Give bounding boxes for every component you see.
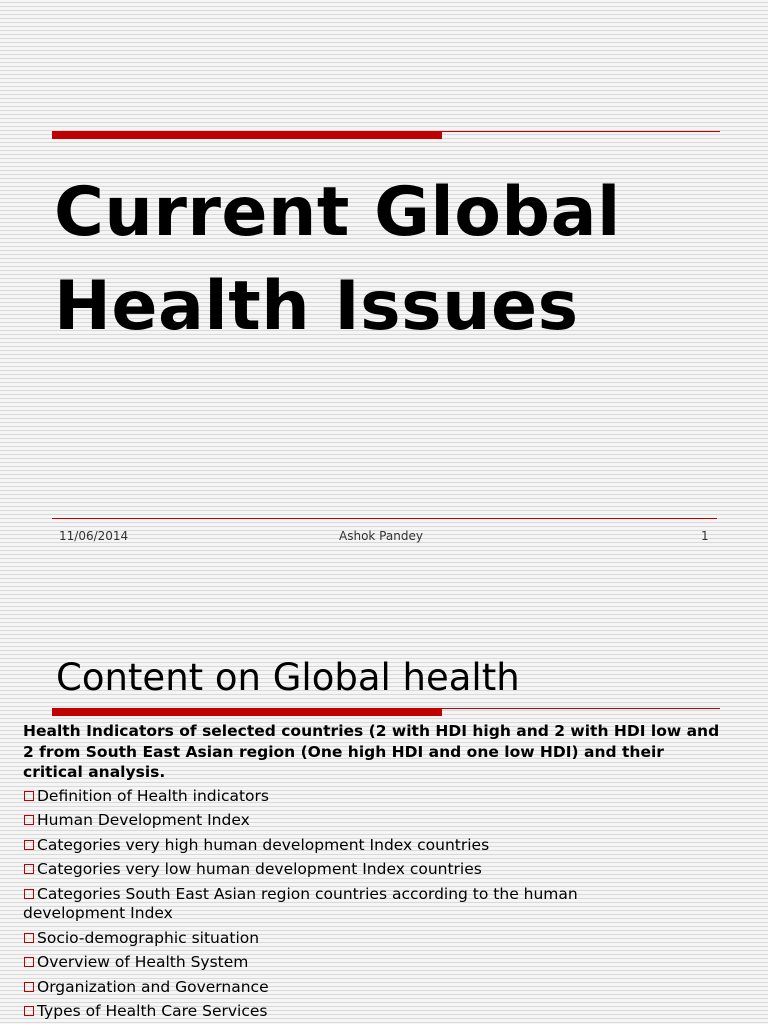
- slide-title-line-2: Health Issues: [54, 267, 579, 346]
- list-item: [23, 787, 663, 807]
- hollow-square-icon: [24, 982, 34, 992]
- footer-page-number: 1: [701, 529, 709, 543]
- list-item: [23, 978, 663, 998]
- list-item-label: Types of Health Care Services: [37, 1002, 268, 1020]
- list-item: [23, 1002, 663, 1022]
- hollow-square-icon: [24, 791, 34, 801]
- list-item-label: Categories very low human development Index countries: [37, 860, 482, 878]
- list-item-label: Definition of Health indicators: [37, 786, 269, 805]
- hollow-square-icon: [24, 933, 34, 943]
- list-item-label: Socio-demographic situation: [37, 928, 260, 947]
- list-item-label: Human Development Index: [37, 811, 250, 829]
- hollow-square-icon: [24, 815, 34, 825]
- content-slide: [0, 576, 768, 1024]
- slide-title-line-1: Current Global: [54, 173, 621, 252]
- bullet-list: [23, 787, 723, 1022]
- hollow-square-icon: [24, 864, 34, 874]
- content-divider-accent-bar: [52, 708, 442, 716]
- list-item: [23, 860, 663, 880]
- content-slide-title: Content on Global health: [56, 656, 520, 699]
- footer-date: 11/06/2014: [59, 529, 129, 543]
- top-divider-accent-bar: [52, 131, 442, 139]
- hollow-square-icon: [24, 957, 34, 967]
- list-item-label: Categories South East Asian region countries according to the human development Index: [23, 884, 578, 922]
- intro-paragraph: Health Indicators of selected countries (2 with HDI high and 2 with HDI low and 2 from South East Asian region (One high HDI and one low HDI) and their critical analysis.: [23, 722, 720, 781]
- footer-divider: [52, 518, 717, 519]
- hollow-square-icon: [24, 1006, 34, 1016]
- hollow-square-icon: [24, 840, 34, 850]
- footer-author: Ashok Pandey: [339, 529, 423, 543]
- list-item: [23, 836, 663, 856]
- slide-title: [54, 166, 744, 354]
- content-body: [23, 721, 723, 1024]
- list-item: [23, 929, 663, 949]
- hollow-square-icon: [24, 889, 34, 899]
- list-item: [23, 811, 663, 831]
- list-item: [23, 885, 663, 924]
- list-item: [23, 953, 663, 973]
- list-item-label: Overview of Health System: [37, 953, 249, 971]
- list-item-label: Categories very high human development Index countries: [37, 835, 490, 854]
- list-item-label: Organization and Governance: [37, 977, 269, 996]
